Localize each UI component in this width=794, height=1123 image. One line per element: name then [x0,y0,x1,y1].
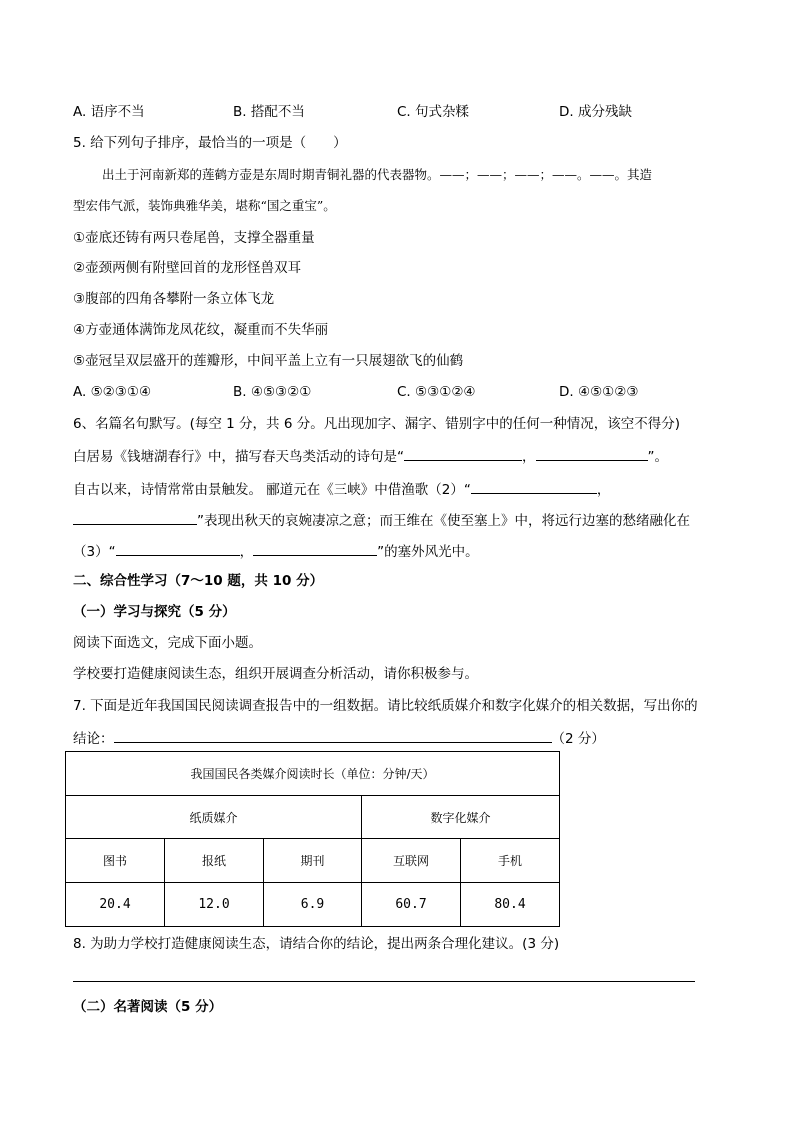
q6-line-4-mid: ， [239,544,254,560]
q6-line-4 [73,541,479,561]
table-group-digital: 数字化媒介 [362,796,560,839]
q6-line-1 [73,446,668,466]
q6-stem: 6、名篇名句默写。(每空 1 分，共 6 分。凡出现加字、漏字、错别字中的任何一种情况，该空不得分) [73,416,680,432]
q5-option-a[interactable]: A. ⑤②③①④ [73,384,152,400]
q7-answer-blank[interactable] [114,728,552,743]
q6-line-2-pre: 自古以来，诗情常常由景触发。 郦道元在《三峡》中借渔歌（2）“ [73,482,471,498]
q5-item-4: ④方壶通体满饰龙凤花纹，凝重而不失华丽 [73,322,329,338]
q6-line-3-post: ”表现出秋天的哀婉凄凉之意；而王维在《使至塞上》中，将远行边塞的愁绪融化在 [197,513,690,529]
table-group-paper: 纸质媒介 [66,796,362,839]
q5-stem: 5. 给下列句子排序，最恰当的一项是（ ） [73,135,347,151]
q5-passage-line-1: 出土于河南新郑的莲鹤方壶是东周时期青铜礼器的代表器物。——；——；——；——。——。其造 [102,167,653,182]
q6-blank-6[interactable] [253,541,377,556]
table-value-periodicals: 6.9 [264,883,362,927]
q6-blank-5[interactable] [116,541,240,556]
q5-option-c[interactable]: C. ⑤③①②④ [397,384,476,400]
q6-line-1-pre: 白居易《钱塘湖春行》中，描写春天鸟类活动的诗句是“ [73,449,404,465]
table-value-internet: 60.7 [362,883,461,927]
q8-stem: 8. 为助力学校打造健康阅读生态，请结合你的结论，提出两条合理化建议。(3 分) [73,936,560,952]
table-header-books: 图书 [66,839,165,883]
q7-points: （2 分） [551,731,605,747]
q5-option-d[interactable]: D. ④⑤①②③ [559,384,639,400]
part-1-intro-1: 阅读下面选文，完成下面小题。 [73,635,262,651]
q5-item-5: ⑤壶冠呈双层盛开的莲瓣形，中间平盖上立有一只展翅欲飞的仙鹤 [73,353,464,369]
q6-line-2 [73,479,610,499]
q6-blank-2[interactable] [536,446,648,461]
q6-line-1-post: ”。 [647,449,668,465]
q6-blank-4[interactable] [73,510,197,525]
table-value-books: 20.4 [66,883,165,927]
q4-option-b[interactable]: B. 搭配不当 [233,104,305,120]
q5-option-b[interactable]: B. ④⑤③②① [233,384,312,400]
q6-line-2-post: ， [596,482,611,498]
q6-line-1-mid: ， [522,449,536,465]
q5-item-3: ③腹部的四角各攀附一条立体飞龙 [73,291,275,307]
table-header-internet: 互联网 [362,839,461,883]
q6-line-4-post: ”的塞外风光中。 [377,544,479,560]
table-header-newspapers: 报纸 [165,839,264,883]
q4-option-a[interactable]: A. 语序不当 [73,104,145,120]
q7-line-2 [73,728,605,748]
q5-passage-line-2: 型宏伟气派，装饰典雅华美，堪称“国之重宝”。 [73,198,336,213]
table-title: 我国国民各类媒介阅读时长（单位：分钟/天） [66,752,560,796]
table-header-periodicals: 期刊 [264,839,362,883]
q8-answer-line[interactable] [73,981,695,982]
q6-blank-1[interactable] [404,446,522,461]
section-2-title: 二、综合性学习（7～10 题，共 10 分） [73,573,324,589]
q6-line-3 [73,510,690,530]
q5-item-1: ①壶底还铸有两只卷尾兽，支撑全器重量 [73,230,315,246]
table-value-mobile: 80.4 [461,883,560,927]
table-value-newspapers: 12.0 [165,883,264,927]
q6-line-4-pre: （3）“ [73,544,116,560]
q4-option-d[interactable]: D. 成分残缺 [559,104,632,120]
q5-item-2: ②壶颈两侧有附壁回首的龙形怪兽双耳 [73,260,302,276]
part-2-title: （二）名著阅读（5 分） [73,999,223,1015]
q7-answer-label: 结论： [73,731,114,747]
part-1-title: （一）学习与探究（5 分） [73,604,236,620]
table-header-mobile: 手机 [461,839,560,883]
q7-line-1: 7. 下面是近年我国国民阅读调查报告中的一组数据。请比较纸质媒介和数字化媒介的相关数据，写出你的 [73,698,698,714]
q4-option-c[interactable]: C. 句式杂糅 [397,104,470,120]
q6-blank-3[interactable] [471,479,597,494]
media-reading-table [65,751,560,927]
part-1-intro-2: 学校要打造健康阅读生态，组织开展调查分析活动，请你积极参与。 [73,666,478,682]
